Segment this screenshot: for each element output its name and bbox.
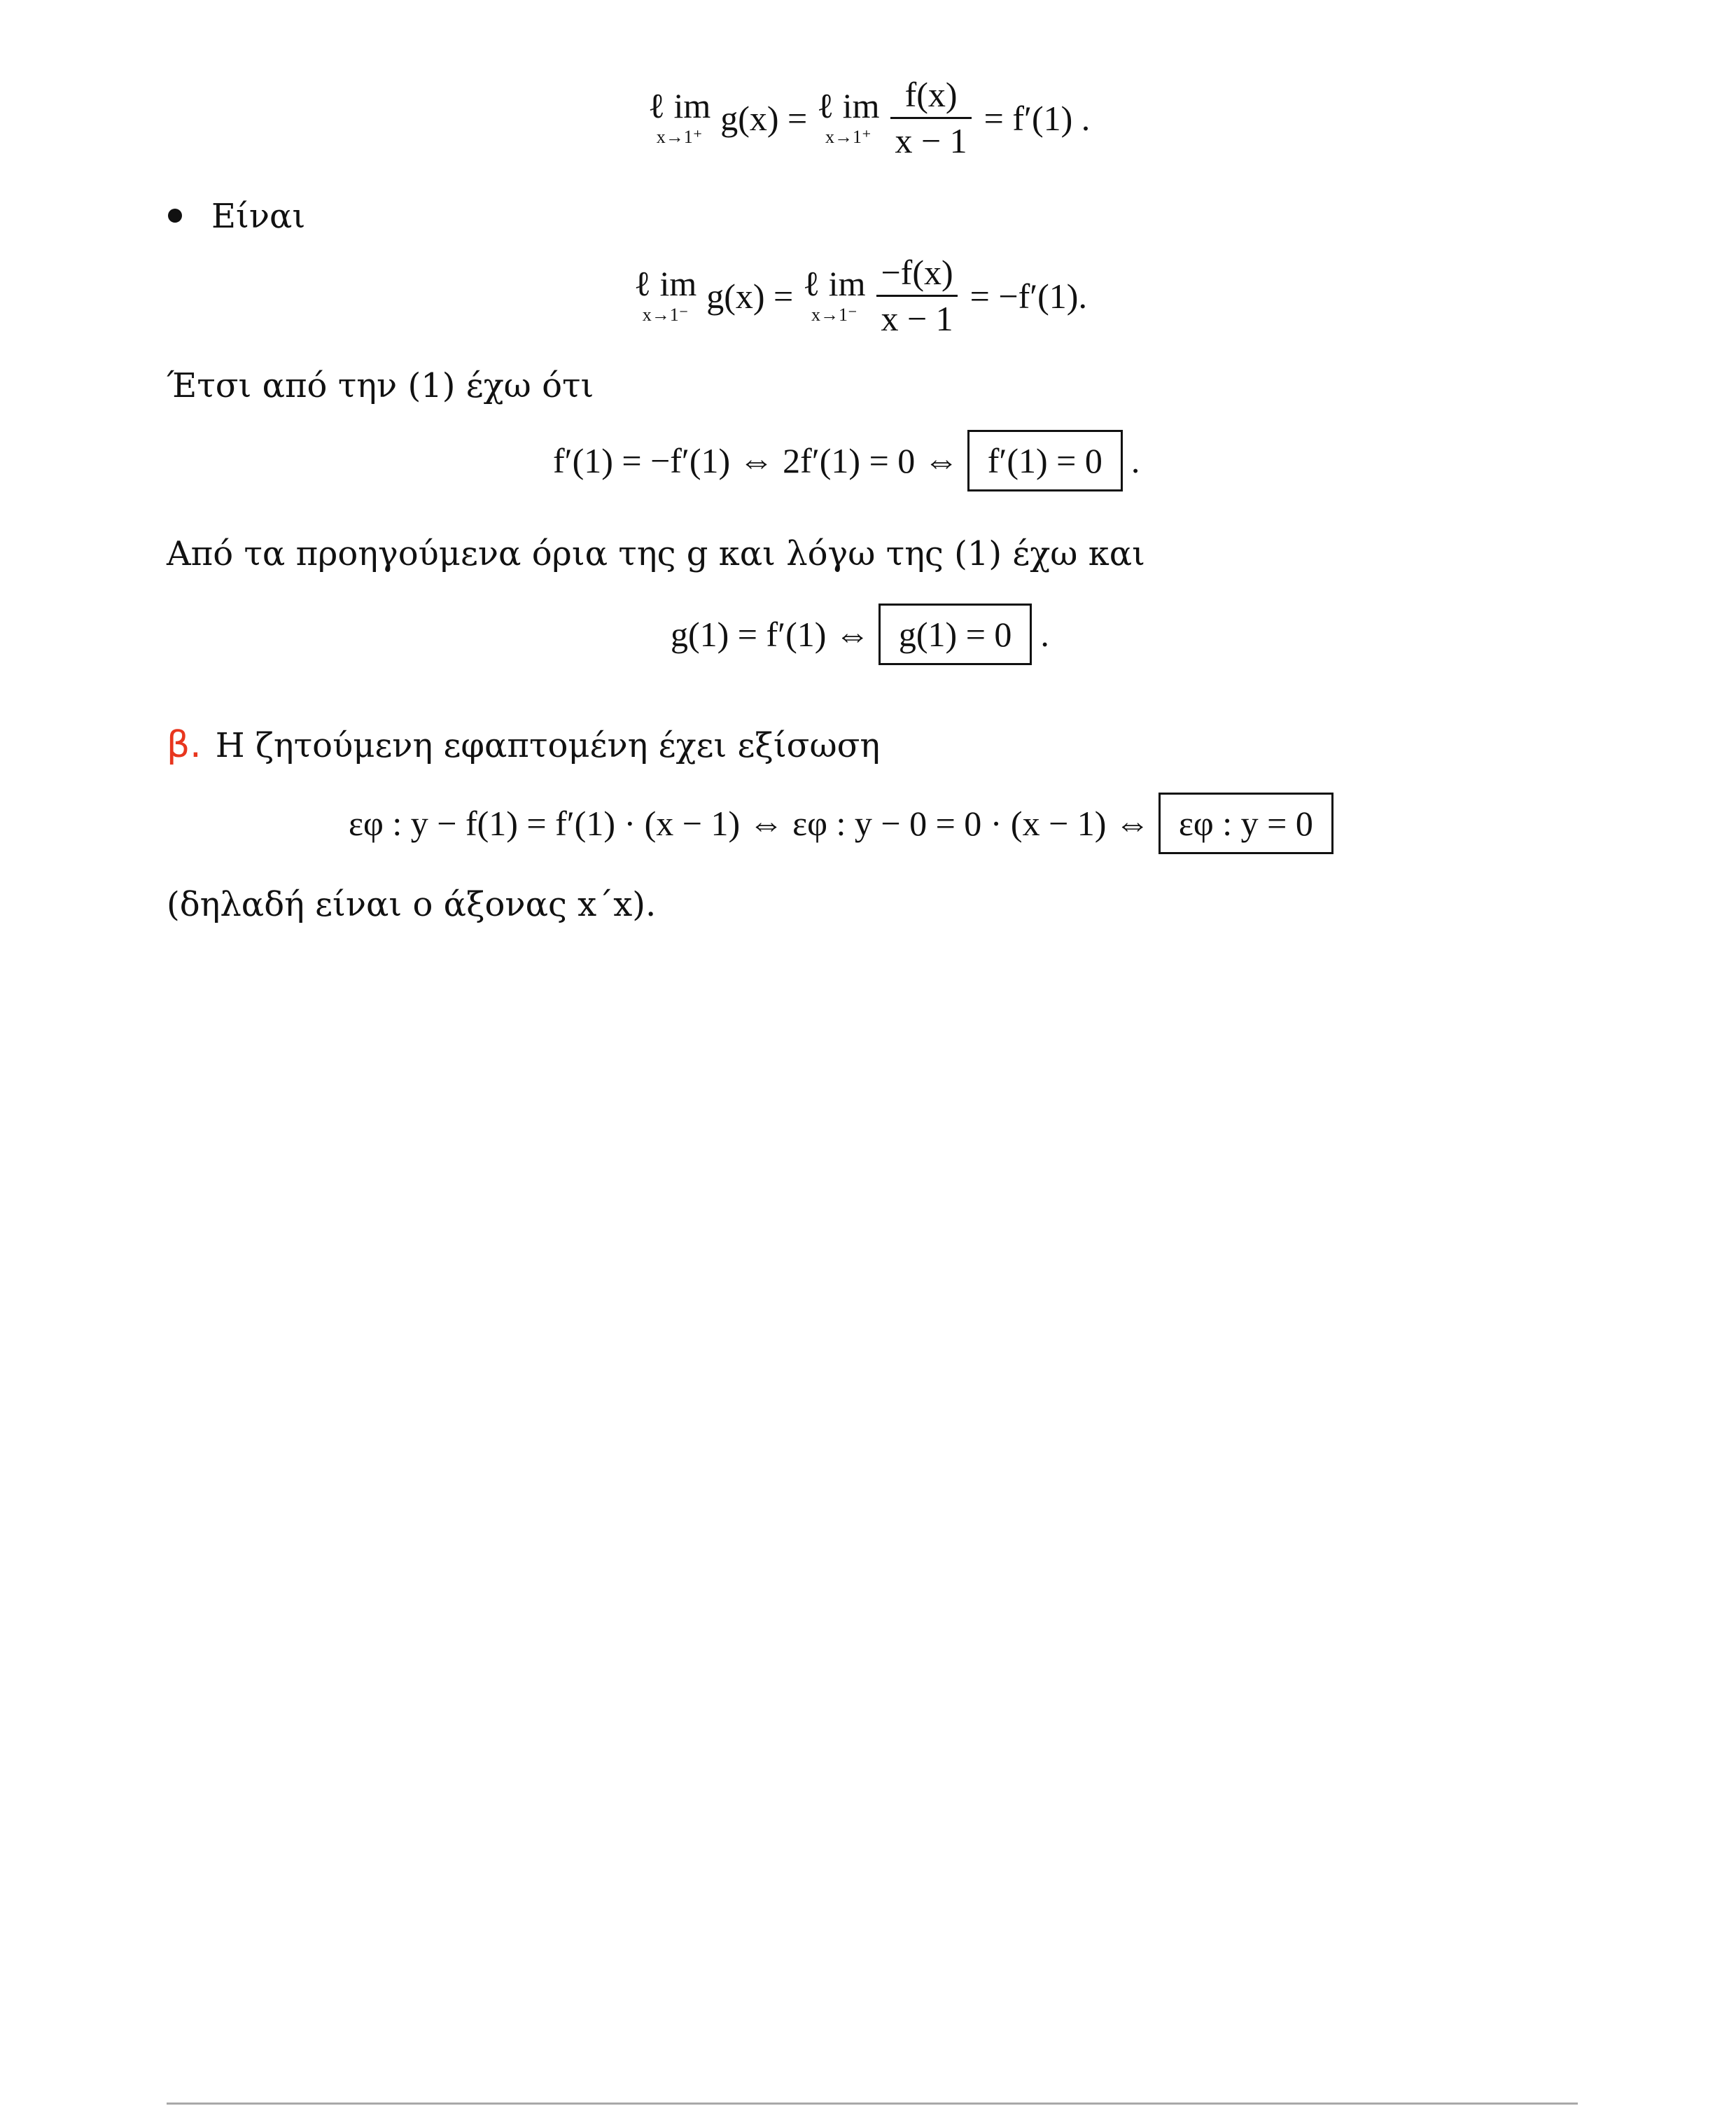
paragraph-text: Έτσι από την (1) έχω ότι <box>167 366 594 405</box>
limit-operator <box>817 85 880 148</box>
result: = f′(1) . <box>983 98 1091 138</box>
limit-subscript: x→1⁺ <box>825 126 872 147</box>
function-g: g(x) = <box>720 98 808 138</box>
equation-period: . <box>1130 441 1140 480</box>
fraction-bar <box>890 117 971 119</box>
footer-divider <box>167 2102 1578 2105</box>
limit-subscript: x→1⁻ <box>811 304 858 325</box>
limit-word: ℓ im <box>634 263 697 303</box>
denominator: x − 1 <box>881 299 953 338</box>
fraction <box>876 253 957 338</box>
bullet-icon <box>168 209 182 223</box>
limit-operator <box>648 85 711 148</box>
bullet-text: Είναι <box>211 197 306 236</box>
section-beta <box>167 724 881 766</box>
numerator: −f(x) <box>881 253 953 292</box>
limit-operator <box>634 263 697 326</box>
limit-operator <box>803 263 866 326</box>
equation-limit-left <box>630 253 1093 338</box>
section-text: Η ζητούμενη εφαπτομένη έχει εξίσωση <box>215 726 881 765</box>
equation-derivative <box>553 430 1140 491</box>
paragraph-text: Από τα προηγούμενα όρια της g και λόγω της (1) έχω και <box>167 534 1145 573</box>
equation-period: . <box>1040 615 1049 654</box>
boxed-result: εφ : y = 0 <box>1158 793 1334 854</box>
section-label: β. <box>167 724 202 766</box>
equation-expression: εφ : y − f(1) = f′(1) · (x − 1) ⇔ εφ : y − 0 = 0 · (x − 1) ⇔ <box>349 804 1150 843</box>
fraction <box>890 76 971 160</box>
result: = −f′(1). <box>969 276 1087 316</box>
equation-expression: g(1) = f′(1) ⇔ <box>671 615 870 654</box>
fraction-bar <box>876 295 957 297</box>
limit-subscript: x→1⁻ <box>642 304 689 325</box>
equation-g-value <box>671 604 1049 665</box>
limit-word: ℓ im <box>817 85 880 125</box>
denominator: x − 1 <box>895 121 967 160</box>
paragraph-text: (δηλαδή είναι ο άξονας x΄x). <box>167 885 657 924</box>
numerator: f(x) <box>904 75 958 114</box>
equation-tangent <box>349 793 1342 854</box>
function-g: g(x) = <box>706 276 794 316</box>
equation-expression: f′(1) = −f′(1) ⇔ 2f′(1) = 0 ⇔ <box>553 441 959 480</box>
limit-word: ℓ im <box>648 85 711 125</box>
limit-word: ℓ im <box>803 263 866 303</box>
limit-subscript: x→1⁺ <box>656 126 703 147</box>
equation-limit-right <box>644 76 1096 160</box>
boxed-result: g(1) = 0 <box>878 604 1032 665</box>
boxed-result: f′(1) = 0 <box>967 430 1123 491</box>
